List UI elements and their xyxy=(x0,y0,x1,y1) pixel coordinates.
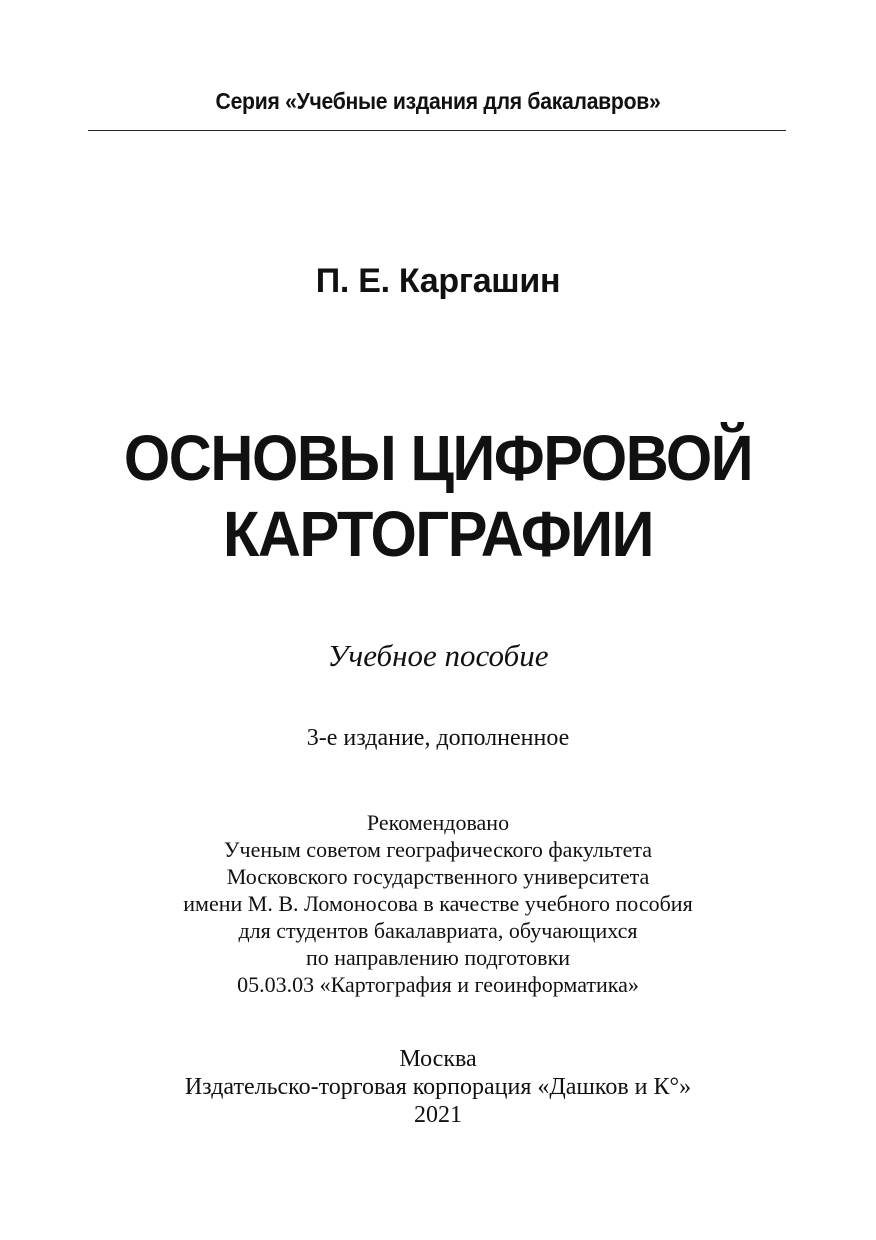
recommendation-line: Ученым советом географического факультета xyxy=(223,837,653,862)
recommendation-line: имени М. В. Ломоносова в качестве учебного пособия xyxy=(183,891,693,916)
recommendation-line: 05.03.03 «Картография и геоинформатика» xyxy=(237,972,639,997)
imprint-city: Москва xyxy=(399,1046,477,1072)
author-name: П. Е. Каргашин xyxy=(315,262,561,300)
recommendation-line: Рекомендовано xyxy=(366,810,510,835)
imprint-block xyxy=(0,1045,876,1129)
book-title-line: КАРТОГРАФИИ xyxy=(222,498,654,570)
header-rule xyxy=(88,130,786,131)
recommendation-line: Московского государственного университета xyxy=(226,864,650,889)
recommendation-line: по направлению подготовки xyxy=(305,945,571,970)
book-subtitle: Учебное пособие xyxy=(327,638,549,673)
book-title xyxy=(31,420,846,572)
imprint-year: 2021 xyxy=(414,1102,462,1128)
book-title-line: ОСНОВЫ ЦИФРОВОЙ xyxy=(123,422,753,494)
recommendation-block xyxy=(0,809,876,998)
recommendation-line: для студентов бакалавриата, обучающихся xyxy=(238,918,638,943)
series-name: Серия «Учебные издания для бакалавров» xyxy=(215,88,661,114)
imprint-publisher: Издательско-торговая корпорация «Дашков и К°» xyxy=(184,1074,692,1100)
edition-info: 3-е издание, дополненное xyxy=(306,725,570,751)
